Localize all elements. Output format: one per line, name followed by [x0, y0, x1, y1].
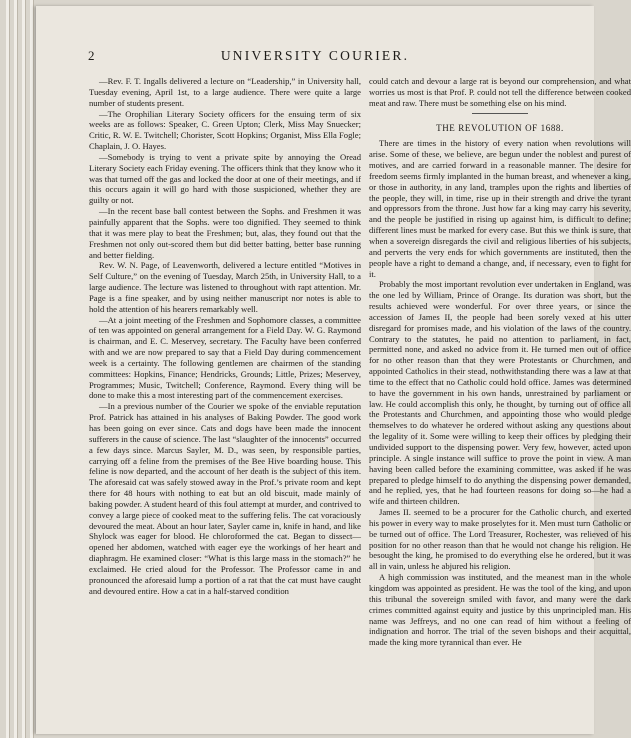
news-item: —In the recent base ball contest between the Sophs. and Freshmen it was painfully apparent that the Sophs. were too dignified. They seemed to think that it was mere play to beat the Freshmen; but, alas, they found out that the Freshmen not only out-scored them but did better batting, better base running and better fielding. — [89, 206, 361, 260]
page-edge — [6, 0, 10, 738]
article-title: THE REVOLUTION OF 1688. — [436, 122, 564, 133]
right-column — [369, 76, 631, 648]
newspaper-page — [36, 6, 631, 734]
page-number: 2 — [88, 48, 95, 63]
page-header — [36, 48, 594, 64]
left-column — [89, 76, 361, 597]
article-paragraph: James II. seemed to be a procurer for the Catholic church, and exerted his power in every way to make proselytes for it. Men must turn Catholic or be turned out of office. The Lord Treasurer, Rochester, was relieved of his position for no other reason than that he would not change his religion. He besought the king, he promised to do everything else he ordered, but it was all in vain, unless he abjured his religion. — [369, 507, 631, 572]
article-paragraph: Probably the most important revolution ever undertaken in England, was the one led by William, Prince of Orange. Its duration was short, but the results achieved were wonderful. For over three years, or since the accession of James II, the people had been sorely vexed at his utter disregard for promises made, and his violation of the laws of the country. Contrary to the statutes, he paid no attention to parliament, in fact, permitted none, and asked no advice from it. He turned men out of office for no other reason than that they were Protestants or Churchmen, and appointed Catholics in their stead, nothwithstanding there was a law at that time to the effect that no Catholic could hold office. James was determined to have the government in his own hands, unrestrained by parliament or law. He could accomplish this only, he thought, by turning out of office all the Protestants and Churchmen, and appointing those who would pledge themselves to do whatever he ordered without asking any questions about the legality of it. Some were willing to keep their offices by pledging their undivided support to the dispensing power. Very few, however, acted upon principle. A single instance will suffice to prove the point in view. A man having been called before the examining committee, was asked if he was prepared to pledge himself to do anything the dispensing power demanded, and he replied, yes, that he had fourteen reasons for doing so—he had a wife and thirteen children. — [369, 279, 631, 507]
page-edge — [14, 0, 18, 738]
page-edge — [22, 0, 26, 738]
page-edge — [30, 0, 34, 738]
divider-rule — [472, 113, 528, 114]
news-item: —The Orophilian Literary Society officers for the ensuing term of six weeks are as follows: Speaker, C. Green Upton; Clerk, Miss May Snuecker; Critic, R. W. E. Twitchell; Chorister, Scott Hopkins; Organist, Miss Ella Fogle; Chaplain, J. O. Hayes. — [89, 108, 361, 152]
article-paragraph: A high commission was instituted, and the meanest man in the whole kingdom was appointed as president. He was the tool of the king, and upon this tribunal the sovereign smiled with favor, and many were the dark crimes committed against equity and justice by this unprincipled man. His name was Jeffreys, and no one can read of him without a feeling of indignation and horror. The trial of the seven bishops and their acquittal, made the king more tyrannical than ever. He — [369, 572, 631, 648]
news-item: —Rev. F. T. Ingalls delivered a lecture on “Leadership,” in University hall, Tuesday evening, April 1st, to a large audience. There were quite a large number of students present. — [89, 76, 361, 108]
news-item: —At a joint meeting of the Freshmen and Sophomore classes, a committee of ten was appointed on general arrangement for a Field Day. W. G. Raymond is chairman, and E. C. Meservey, secretary. The Faculty have been conferred with and we are now prepared to say that a Field Day during commencement week is a certainty. The following gentlemen are chairmen of the standing committees: Hopkins, Finance; Hendricks, Grounds; Little, Prizes; Meservey, Programmes; Music, Twitchell; Conference, Raymond. Every thing will be done to make this a most interesting part of the commencement exercises. — [89, 314, 361, 401]
masthead-title: UNIVERSITY COURIER. — [220, 48, 410, 63]
news-item: —In a previous number of the Courier we spoke of the enviable reputation Prof. Patrick has attained in his analyses of Baking Powder. The good work has been going on ever since. Cats and dogs have been made the innocent sufferers in the cause of science. The last “slaughter of the innocents” occurred a few days since. Marcus Sayler, M. D., was seen, by responsible parties, carrying off a feline from the premises of the Bee Hive boarding house. This feline is now departed, and the account of her death is the subject of this item. The aforesaid cat was safely stowed away in the Prof.’s private room and kept there for 48 hours with nothing to eat but an old biscuit, made mainly of baking powder. A student heard of this foul attempt at murder, and contrived to convey a large piece of cooked meat to the suffering felis. The cat voraciously devoured the meat. About an hour later, Sayler came in, knife in hand, and like Shylock was eager for blood. He chloroformed the cat. Began to dissect—opened her abdomen, watched with eager eye the workings of her heart and diaphragm. He examined closer: “What is this large mass in the stomach?” he exclaimed. He cried aloud for the Professor. The Professor came in and pronounced the aforesaid lump a portion of a rat that the cat must have caught and devoured entire. How a cat in a half-starved condition — [89, 401, 361, 596]
news-item: —Somebody is trying to vent a private spite by annoying the Oread Literary Society each Friday evening. The officers think that they know who it was that turned off the gas and locked the door at one of their meetings, and if this occurs again it will go hard with those suspicioned, whether they are guilty or not. — [89, 151, 361, 206]
article-paragraph: There are times in the history of every nation when revolutions will arise. Some of these, we believe, are begun under the noblest and purest of motives, and are carried forward in a reasonable manner. The desire for freedom seems firmly implanted in the human breast, and whenever a king, or those in authority, in any land, tramples upon the rights and liberties of the people, they will, in time, rise up in their strength and drive the tyrant and oppressors from the throne. Just how far a king may carry his severity, and the people be justified in rising up against him, is difficult to define; different lines must be marked for every case. But this we think is sure, that when a sovereign disregards the civil and religious liberties of his subjects, and perverts the very ends for which governments are instituted, then the people have a right to demand a change, and, if necessary, even to fight for it. — [369, 138, 631, 279]
news-item: Rev. W. N. Page, of Leavenworth, delivered a lecture entitled “Motives in Self Culture,” on the evening of Tuesday, March 25th, in University Hall, to a large audience. The lecture was listened to throughout with rapt attention. Mr. Page is a fine speaker, and by using neither manuscript nor notes is able to hold the attention of his hearers remarkably well. — [89, 260, 361, 314]
continued-item: could catch and devour a large rat is beyond our comprehension, and what worries us most is that Prof. P. could not tell the difference between cooked meat and raw. There must be something else on his mind. — [369, 76, 631, 108]
